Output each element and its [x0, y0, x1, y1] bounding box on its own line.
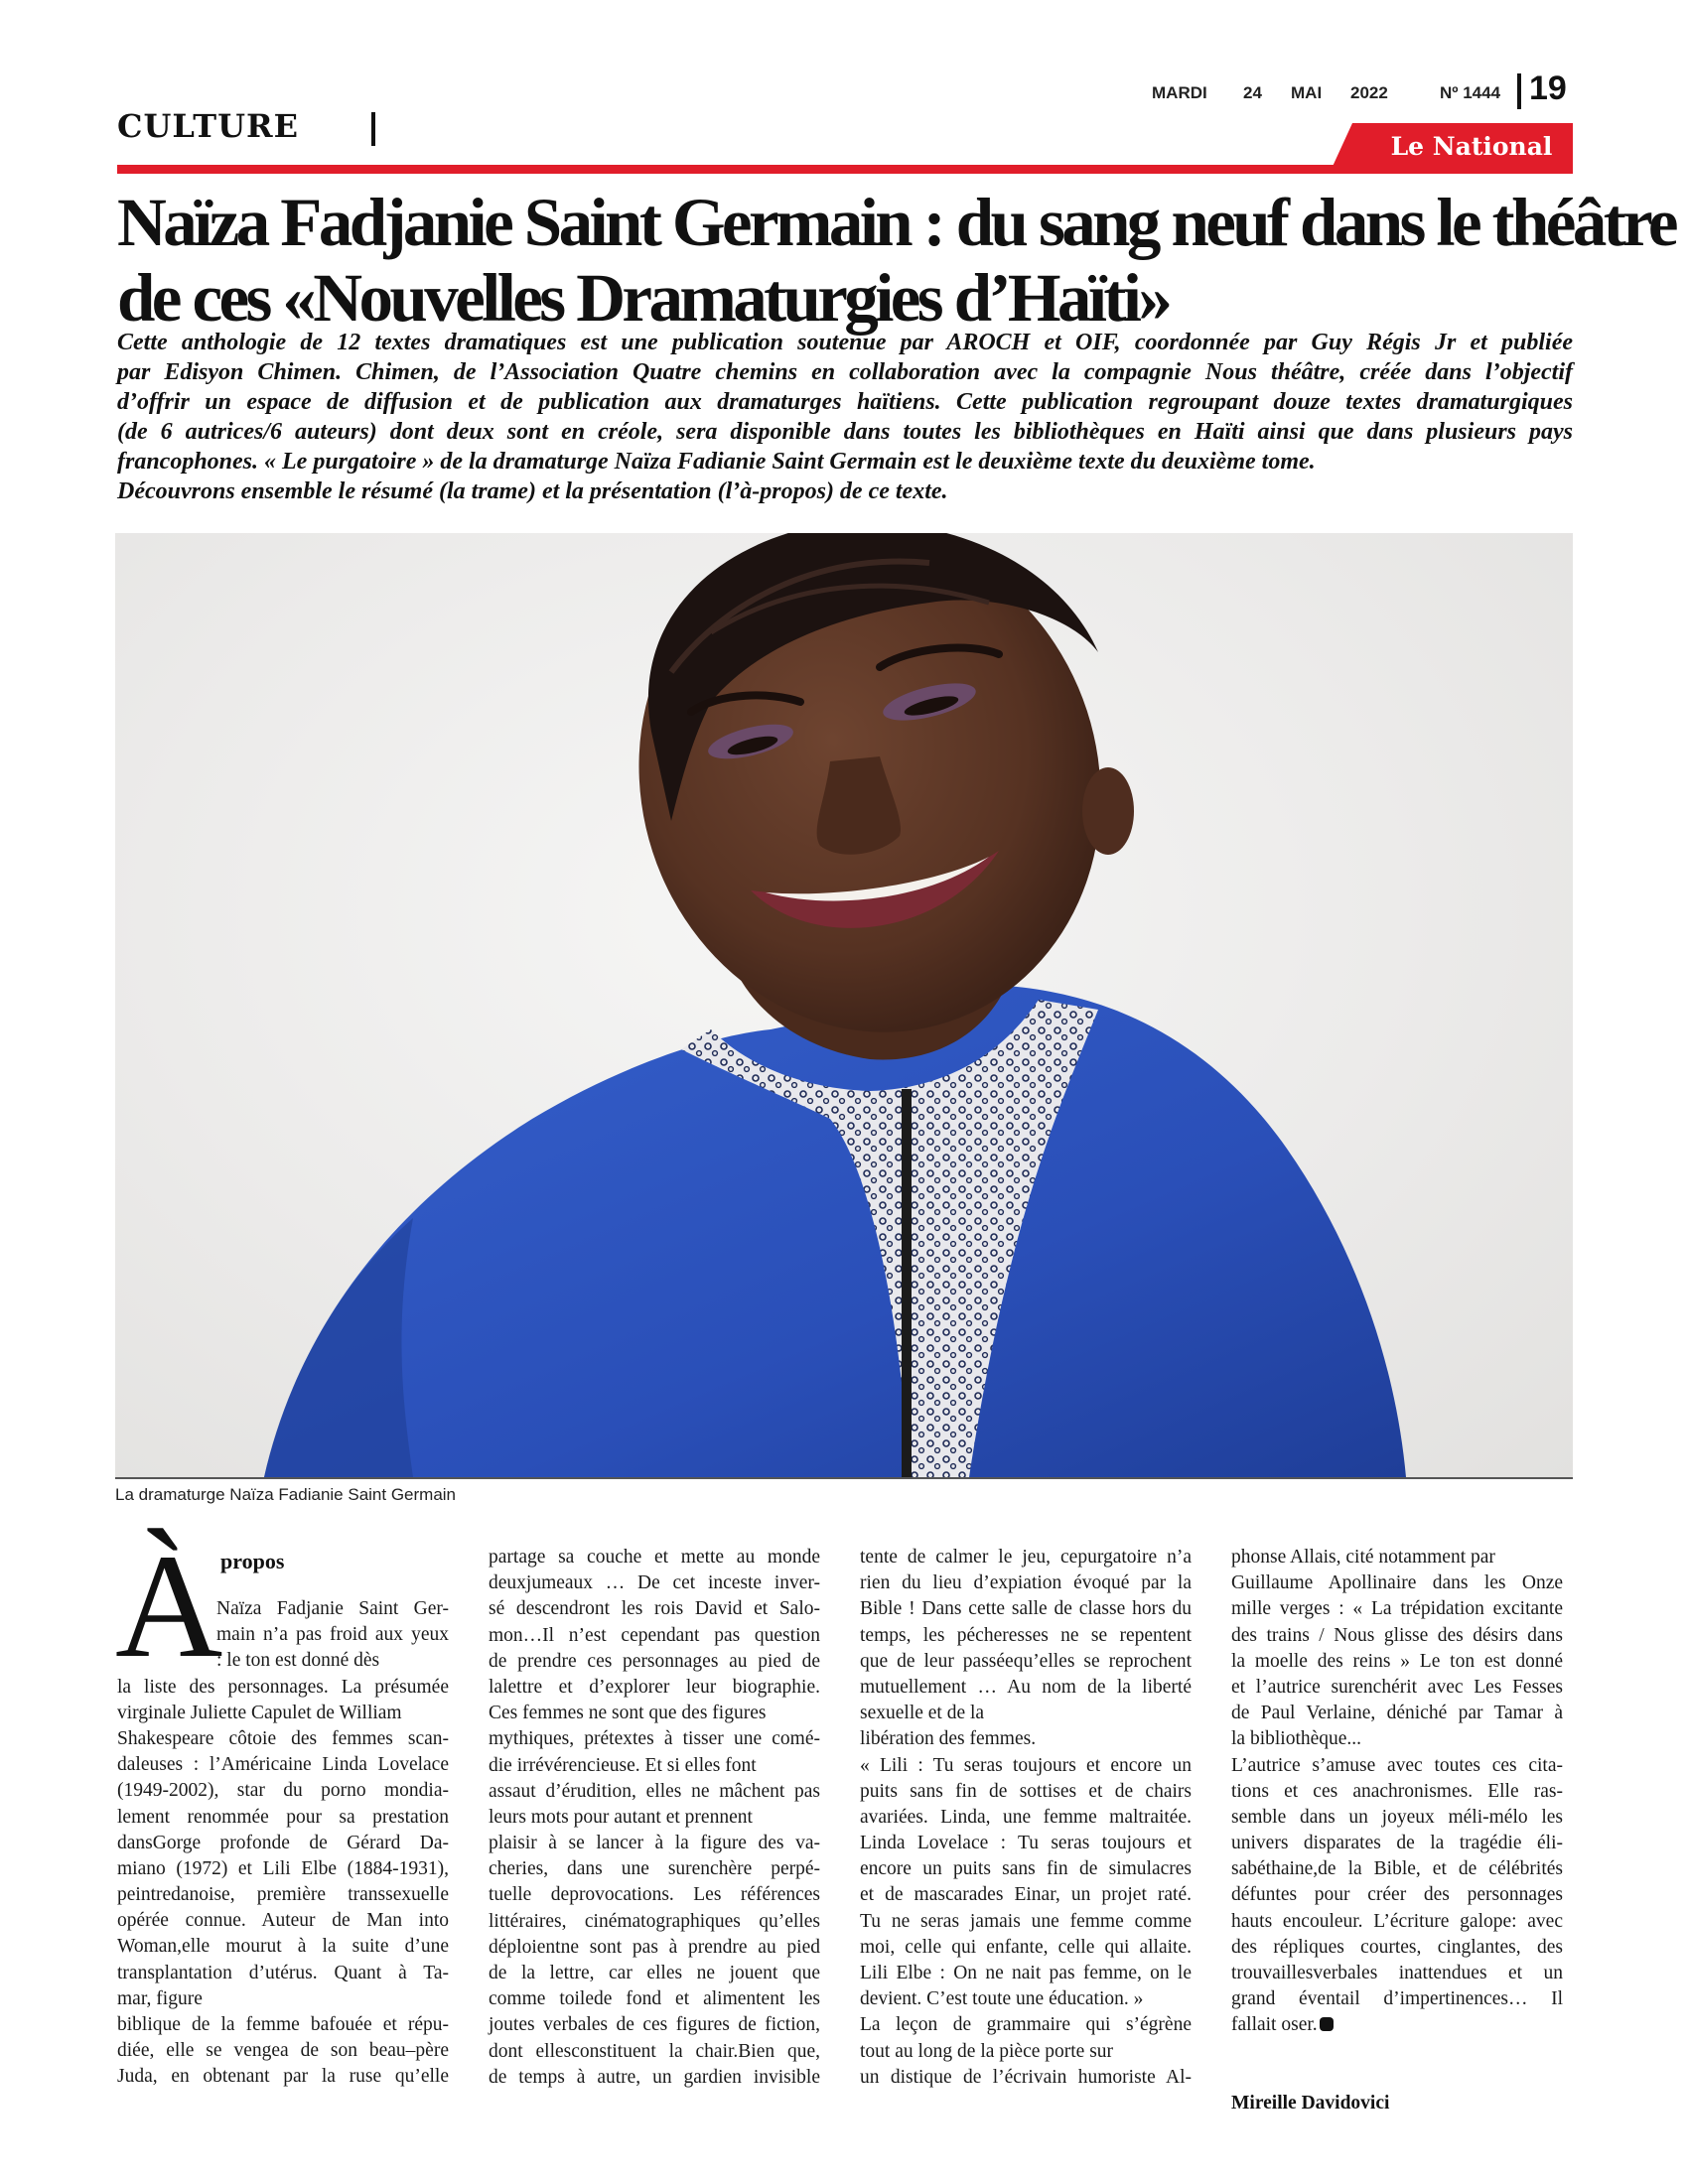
- body-line: que de leur passéequ’elles se reprochent: [860, 1650, 1192, 1672]
- portrait-illustration: [115, 533, 1573, 1477]
- body-line: hauts encouleur. L’écriture galope: avec: [1231, 1910, 1563, 1932]
- body-line: L’autrice s’amuse avec toutes ces cita-: [1231, 1754, 1563, 1776]
- body-line: Naïza Fadjanie Saint Ger-: [216, 1598, 449, 1619]
- body-line: avariées. Linda, une femme maltraitée.: [860, 1806, 1192, 1828]
- body-line: tente de calmer le jeu, cepurgatoire n’a: [860, 1547, 1192, 1568]
- body-line: (1949-2002), star du porno mondia-: [117, 1780, 449, 1802]
- standfirst-line: Découvrons ensemble le résumé (la trame) et la présentation (l’à-propos) de ce texte.: [117, 478, 948, 504]
- body-line: puits sans fin de sottises et de chairs: [860, 1780, 1192, 1802]
- subhead: propos: [220, 1549, 285, 1573]
- brand-name: Le National: [1390, 132, 1553, 161]
- standfirst-line: (de 6 autrices/6 auteurs) dont deux sont en créole, sera disponible dans toutes les bibliothèques en Haïti ainsi que dans plusieurs pays: [117, 419, 1573, 445]
- body-line: encore un puits sans fin de simulacres: [860, 1858, 1192, 1880]
- body-line: : le ton est donné dès: [216, 1650, 380, 1672]
- body-line: cheries, dans une surenchère perpé-: [489, 1858, 820, 1880]
- body-line: défuntes pour créer des personnages: [1231, 1884, 1563, 1906]
- body-line: Bible ! Dans cette salle de classe hors du: [860, 1598, 1192, 1620]
- body-line: phonse Allais, cité notamment par: [1231, 1547, 1495, 1568]
- body-line: sé descendront les rois David et Salo-: [489, 1598, 820, 1620]
- body-line: assaut d’érudition, elles ne mâchent pas: [489, 1780, 820, 1802]
- body-line: joutes verbales de ces figures de fiction,: [489, 2014, 820, 2036]
- body-line: tions et ces anachronismes. Elle ras-: [1231, 1780, 1563, 1802]
- body-line: de la lettre, car elles ne jouent que: [489, 1963, 820, 1983]
- photo-rule: [115, 1477, 1573, 1479]
- body-line: lalettre et d’explorer leur biographie.: [489, 1676, 820, 1698]
- section-label: CULTURE: [117, 107, 299, 145]
- body-line: « Lili : Tu seras toujours et encore un: [860, 1754, 1192, 1776]
- headline-line: de ces «Nouvelles Dramaturgies d’Haïti»: [117, 260, 1170, 336]
- body-line: main n’a pas froid aux yeux: [216, 1624, 449, 1646]
- body-line: trouvaillesverbales inattendues et un: [1231, 1963, 1563, 1983]
- body-line: de Paul Verlaine, déniché par Tamar à: [1231, 1703, 1563, 1724]
- header-rule: [117, 165, 1573, 174]
- body-line: temps, les pécheresses ne se repentent: [860, 1624, 1192, 1646]
- body-line: et de mascarades Einar, un projet raté.: [860, 1884, 1192, 1906]
- body-line: plaisir à se lancer à la figure des va-: [489, 1833, 820, 1854]
- body-line: la liste des personnages. La présumée: [117, 1676, 449, 1698]
- issue-number: Nº 1444: [1440, 83, 1501, 102]
- byline: Mireille Davidovici: [1231, 2093, 1390, 2114]
- body-line: libération des femmes.: [860, 1728, 1037, 1750]
- standfirst-line: francophones. « Le purgatoire » de la dramaturge Naïza Fadianie Saint Germain est le deuxième texte du deuxième tome.: [117, 449, 1316, 475]
- body-line: des trains / Nous glisse des désirs dans: [1231, 1624, 1563, 1646]
- body-line: leurs mots pour autant et prennent: [489, 1806, 753, 1828]
- body-line: partage sa couche et mette au monde: [489, 1547, 820, 1568]
- drop-cap: À: [115, 1524, 223, 1689]
- end-mark-icon: [1320, 2017, 1334, 2031]
- body-line: Linda Lovelace : Tu seras toujours et: [860, 1833, 1192, 1854]
- body-column-2: [489, 1545, 820, 2091]
- body-line-final: [1231, 2012, 1563, 2038]
- page-number-divider: [1517, 73, 1521, 109]
- body-line: Ces femmes ne sont que des figures: [489, 1703, 767, 1724]
- body-line: univers disparates de la tragédie éli-: [1231, 1833, 1563, 1854]
- body-line: mar, figure: [117, 1987, 203, 2009]
- body-line: miano (1972) et Lili Elbe (1884-1931),: [117, 1857, 449, 1879]
- body-line: lement renommée pour sa prestation: [117, 1806, 449, 1828]
- body-line: tout au long de la pièce porte sur: [860, 2040, 1114, 2062]
- body-line: littéraires, cinématographiques qu’elles: [489, 1910, 820, 1932]
- body-line: de temps à autre, un gardien invisible: [489, 2066, 820, 2088]
- body-line: deuxjumeaux … De cet inceste inver-: [489, 1572, 820, 1594]
- body-line: virginale Juliette Capulet de William: [117, 1702, 402, 1723]
- body-line: Shakespeare côtoie des femmes scan-: [117, 1727, 449, 1749]
- body-line: grand éventail d’impertinences… Il: [1231, 1988, 1563, 2010]
- body-line: Guillaume Apollinaire dans les Onze: [1231, 1572, 1563, 1594]
- date-day: MARDI: [1152, 83, 1207, 102]
- body-line: Juda, en obtenant par la ruse qu’elle: [117, 2066, 449, 2088]
- body-line: devient. C’est toute une éducation. »: [860, 1988, 1144, 2010]
- body-line: moi, celle qui enfante, celle qui allaite.: [860, 1936, 1192, 1958]
- body-line: mon…Il n’est cependant pas question: [489, 1624, 820, 1646]
- masthead-date: [1152, 83, 1509, 107]
- body-line: daleuses : l’Américaine Linda Lovelace: [117, 1754, 449, 1776]
- body-line: déploientne sont pas à prendre au pied: [489, 1936, 820, 1958]
- body-line: Lili Elbe : On ne nait pas femme, on le: [860, 1963, 1192, 1983]
- photo-caption: La dramaturge Naïza Fadianie Saint Germain: [115, 1485, 457, 1504]
- body-line: mille verges : « La trépidation excitante: [1231, 1598, 1563, 1620]
- body-line: dont ellesconstituent la chair.Bien que,: [489, 2040, 820, 2062]
- body-column-1: [117, 1596, 449, 2091]
- body-line: sexuelle et de la: [860, 1703, 985, 1724]
- body-line: diée, elle se vengea de son beau–père: [117, 2040, 449, 2062]
- body-line: biblique de la femme bafouée et répu-: [117, 2014, 449, 2035]
- body-line: mythiques, prétextes à tisser une comé-: [489, 1728, 820, 1750]
- body-line: La leçon de grammaire qui s’égrène: [860, 2014, 1192, 2036]
- body-line: opérée connue. Auteur de Man into: [117, 1910, 449, 1932]
- body-line: rien du lieu d’expiation évoqué par la: [860, 1572, 1192, 1594]
- page-number: 19: [1529, 69, 1567, 107]
- body-line: et l’autrice surenchérit avec Les Fesses: [1231, 1676, 1563, 1698]
- date-number: 24: [1243, 83, 1262, 102]
- section-divider: [371, 112, 375, 146]
- body-line: des répliques courtes, cinglantes, des: [1231, 1936, 1563, 1958]
- body-line: de prendre ces personnages au pied de: [489, 1650, 820, 1672]
- standfirst: [117, 328, 1573, 506]
- body-line: die irrévérencieuse. Et si elles font: [489, 1754, 757, 1776]
- body-line: un distique de l’écrivain humoriste Al-: [860, 2066, 1192, 2088]
- body-line: sabéthaine,de la Bible, et de célébrités: [1231, 1858, 1563, 1880]
- standfirst-line: d’offrir un espace de diffusion et de publication aux dramaturges haïtiens. Cette publication regroupant douze textes dramaturgiques: [117, 389, 1573, 415]
- standfirst-line: par Edisyon Chimen. Chimen, de l’Association Quatre chemins en collaboration avec la compagnie Nous théâtre, créée dans l’objectif: [117, 359, 1573, 385]
- body-column-3: [860, 1545, 1192, 2091]
- date-month: MAI: [1291, 83, 1323, 102]
- body-column-4: [1231, 1545, 1563, 2039]
- body-line: peintredanoise, première transsexuelle: [117, 1884, 449, 1906]
- standfirst-line: Cette anthologie de 12 textes dramatiques est une publication soutenue par AROCH et OIF, coordonnée par Guy Régis Jr et publiée: [117, 330, 1573, 355]
- body-line: fallait oser.: [1231, 2014, 1318, 2036]
- body-line: mutuellement … Au nom de la liberté: [860, 1676, 1192, 1698]
- body-line: semble dans un joyeux méli-mélo les: [1231, 1806, 1563, 1828]
- body-line: dansGorge profonde de Gérard Da-: [117, 1832, 449, 1853]
- headline-line: Naïza Fadjanie Saint Germain : du sang neuf dans le théâtre: [117, 185, 1675, 260]
- body-line: la moelle des reins » Le ton est donné: [1231, 1650, 1563, 1672]
- headline: [117, 185, 1675, 336]
- body-line: comme toilede fond et alimentent les: [489, 1988, 820, 2010]
- body-line: la bibliothèque...: [1231, 1728, 1362, 1750]
- date-year: 2022: [1350, 83, 1388, 102]
- body-line: Woman,elle mourut à la suite d’une: [117, 1936, 449, 1958]
- body-line: Tu ne seras jamais une femme comme: [860, 1910, 1192, 1932]
- body-line: transplantation d’utérus. Quant à Ta-: [117, 1962, 449, 1983]
- portrait-photo: [115, 533, 1573, 1477]
- body-line: tuelle deprovocations. Les références: [489, 1884, 820, 1906]
